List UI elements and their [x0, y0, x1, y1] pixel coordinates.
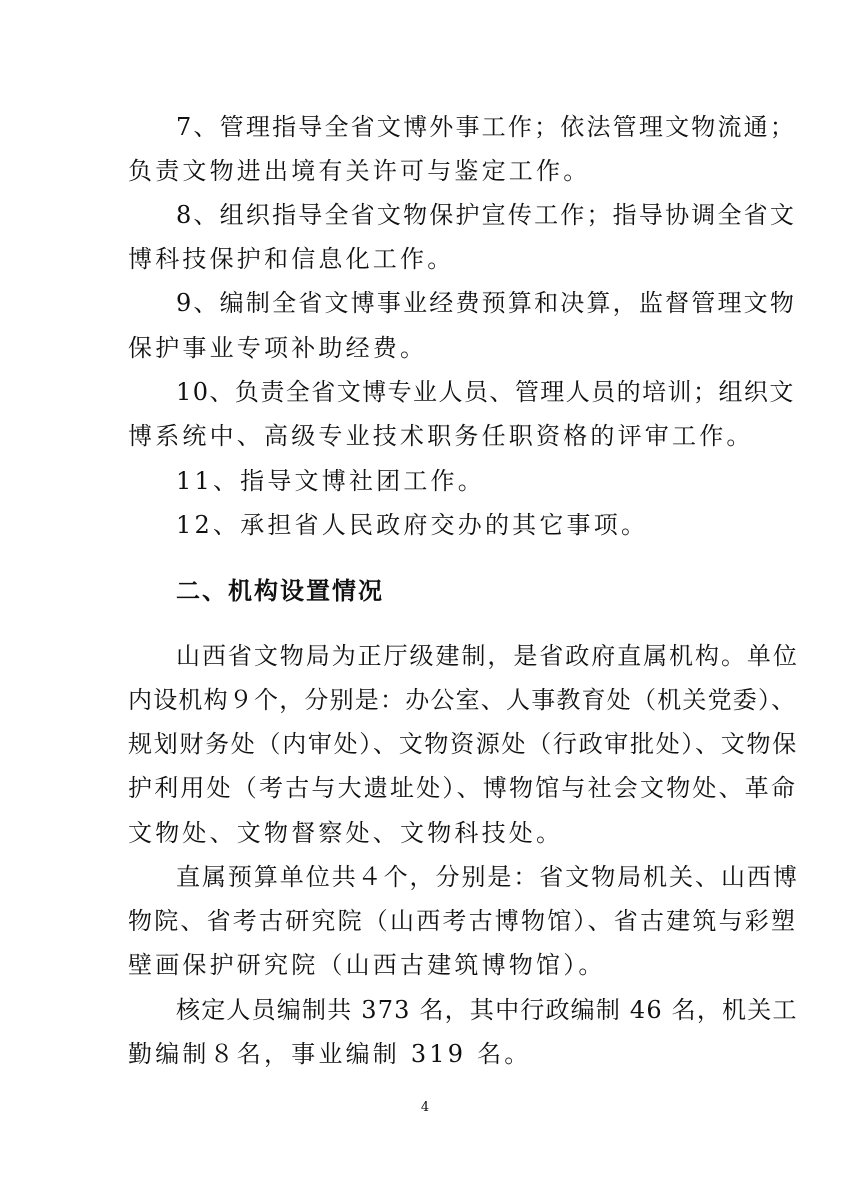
paragraph-line: 文物处、文物督察处、文物科技处。: [128, 819, 564, 847]
paragraph-line: 直属预算单位共４个，分别是：省文物局机关、山西博: [176, 863, 799, 891]
paragraph-line: 9、编制全省文博事业经费预算和决算，监督管理文物: [176, 289, 797, 317]
paragraph-line: 山西省文物局为正厅级建制，是省政府直属机构。单位: [176, 642, 799, 670]
paragraph-line: 勤编制８名，事业编制 319 名。: [128, 1040, 532, 1068]
paragraph-line: 负责文物进出境有关许可与鉴定工作。: [128, 157, 591, 185]
paragraph-line: 核定人员编制共 373 名，其中行政编制 46 名，机关工: [176, 996, 798, 1024]
paragraph-line: 11、指导文博社团工作。: [176, 467, 485, 495]
paragraph-line: 护利用处（考古与大遗址处）、博物馆与社会文物处、革命: [128, 774, 798, 802]
paragraph-line: 10、负责全省文博专业人员、管理人员的培训；组织文: [176, 378, 795, 406]
paragraph-line: 规划财务处（内审处）、文物资源处（行政审批处）、文物保: [128, 730, 798, 758]
paragraph-line: 12、承担省人民政府交办的其它事项。: [176, 511, 649, 539]
paragraph-line: 8、组织指导全省文物保护宣传工作；指导协调全省文: [176, 201, 797, 229]
page-number: 4: [420, 1100, 430, 1115]
paragraph-line: 保护事业专项补助经费。: [128, 334, 428, 362]
paragraph-line: 物院、省考古研究院（山西考古博物馆）、省古建筑与彩塑: [128, 907, 798, 935]
paragraph-line: 博科技保护和信息化工作。: [128, 245, 455, 273]
paragraph-line: 7、管理指导全省文博外事工作；依法管理文物流通；: [176, 113, 797, 141]
paragraph-line: 内设机构９个，分别是：办公室、人事教育处（机关党委）、: [128, 686, 797, 714]
paragraph-line: 壁画保护研究院（山西古建筑博物馆）。: [128, 951, 606, 979]
paragraph-line: 博系统中、高级专业技术职务任职资格的评审工作。: [128, 422, 754, 450]
section-heading: 二、机构设置情况: [176, 577, 384, 605]
